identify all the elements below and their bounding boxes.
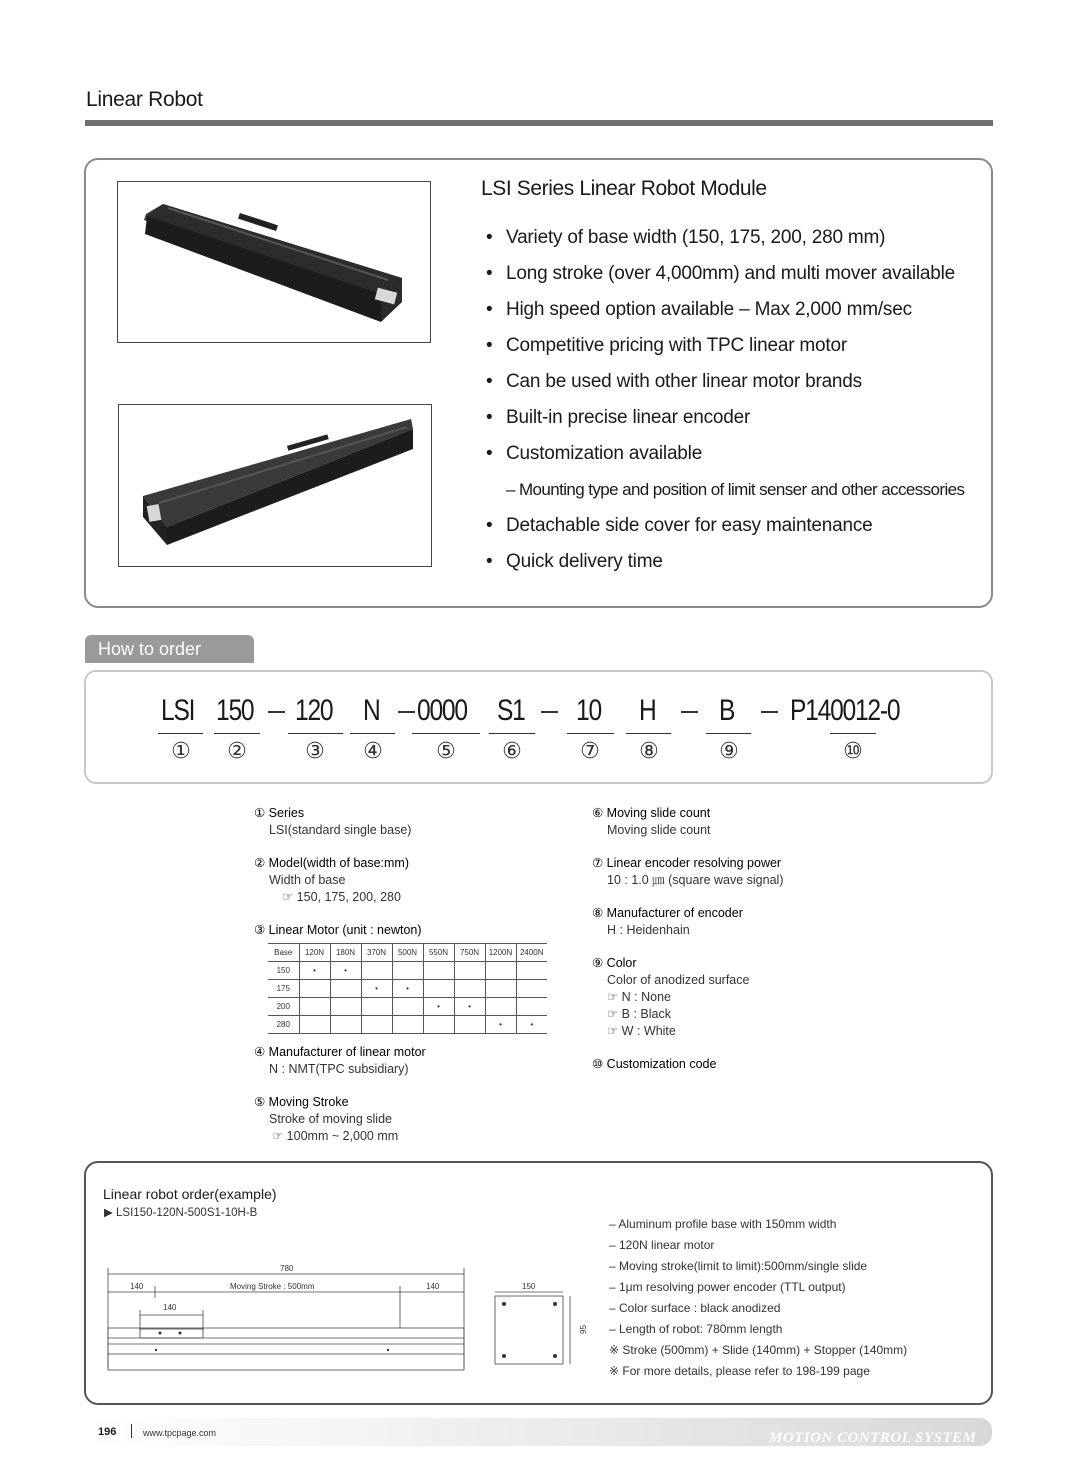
code-segment-series: LSI xyxy=(161,694,195,727)
code-segment-slide-count: S1 xyxy=(497,694,525,727)
code-number: ③ xyxy=(305,738,325,763)
example-note: – Length of robot: 780mm length xyxy=(609,1322,783,1336)
segment-underline xyxy=(489,733,535,734)
legend-right-column xyxy=(592,805,892,1089)
code-segment-custom: P140012-0 xyxy=(790,694,900,727)
example-note: – 120N linear motor xyxy=(609,1238,715,1252)
footer-url: www.tpcpage.com xyxy=(143,1428,217,1438)
dim-left-end: 140 xyxy=(130,1282,144,1291)
code-number: ⑥ xyxy=(502,738,522,763)
feature-item: • Customization available xyxy=(486,443,703,464)
how-to-order-tab: How to order xyxy=(85,635,254,663)
code-number: ① xyxy=(171,738,191,763)
example-note: – Color surface : black anodized xyxy=(609,1301,781,1315)
segment-underline xyxy=(412,733,480,734)
code-dash xyxy=(268,711,285,713)
legend-slide-count: ⑥ Moving slide count Moving slide count xyxy=(592,806,711,837)
example-note: – Aluminum profile base with 150mm width xyxy=(609,1217,837,1231)
page-title: Linear Robot xyxy=(86,88,203,111)
feature-item: • Built-in precise linear encoder xyxy=(486,407,751,428)
feature-list xyxy=(486,225,986,585)
legend-model: ② Model(width of base:mm) Width of base ☞ 150, 175, 200, 280 xyxy=(254,856,410,904)
footer-brand: MOTION CONTROL SYSTEM xyxy=(769,1430,977,1446)
code-number: ⑨ xyxy=(719,738,739,763)
motor-table xyxy=(268,943,547,1034)
example-note: ※ For more details, please refer to 198-199 page xyxy=(609,1364,870,1378)
feature-item: • Can be used with other linear motor brands xyxy=(486,371,862,392)
code-number: ⑩ xyxy=(843,738,863,763)
code-number: ④ xyxy=(363,738,383,763)
legend-motor: ③ Linear Motor (unit : newton) Base 120N 180N 370N 500N 550N 750N 1200N 2400N 150 • • 175 • • 200 • • 280 • • xyxy=(254,922,564,1034)
feature-item: • Detachable side cover for easy maintenance xyxy=(486,515,873,536)
footer-divider xyxy=(131,1424,132,1438)
code-dash xyxy=(541,711,558,713)
legend-color: ⑨ Color Color of anodized surface ☞ N : None ☞ B : Black ☞ W : White xyxy=(592,956,750,1038)
feature-item: • High speed option available – Max 2,000 mm/sec xyxy=(486,299,912,320)
code-segment-motor: 120 xyxy=(295,694,333,727)
legend-motor-maker: ④ Manufacturer of linear motor N : NMT(TPC subsidiary) xyxy=(254,1045,426,1076)
feature-item: • Quick delivery time xyxy=(486,551,663,572)
feature-sub-item: – Mounting type and position of limit senser and other accessories xyxy=(506,480,965,499)
code-number: ⑧ xyxy=(639,738,659,763)
segment-underline xyxy=(350,733,395,734)
code-dash xyxy=(681,711,698,713)
legend-series: ① Series LSI(standard single base) xyxy=(254,806,412,837)
table-row: 200 • • xyxy=(268,998,547,1016)
code-number: ⑤ xyxy=(436,738,456,763)
table-row: 175 • • xyxy=(268,980,547,998)
segment-underline xyxy=(830,733,876,734)
dim-width: 150 xyxy=(522,1282,536,1291)
example-note: ※ Stroke (500mm) + Slide (140mm) + Stopper (140mm) xyxy=(609,1343,908,1357)
legend-encoder-power: ⑦ Linear encoder resolving power 10 : 1.0 ㎛ (square wave signal) xyxy=(592,856,784,887)
feature-item: • Competitive pricing with TPC linear motor xyxy=(486,335,847,356)
product-photo-top xyxy=(117,181,431,343)
segment-underline xyxy=(626,733,671,734)
dim-slide: 140 xyxy=(163,1303,177,1312)
code-segment-encoder-power: 10 xyxy=(576,694,601,727)
segment-underline xyxy=(706,733,751,734)
title-rule xyxy=(85,120,993,126)
example-code: ▶ LSI150-120N-500S1-10H-B xyxy=(104,1207,258,1219)
code-dash xyxy=(398,711,415,713)
segment-underline xyxy=(214,733,260,734)
code-segment-color: B xyxy=(719,694,735,727)
dim-right-end: 140 xyxy=(426,1282,440,1291)
example-notes xyxy=(609,1214,907,1382)
legend-stroke: ⑤ Moving Stroke Stroke of moving slide ☞ 100mm ~ 2,000 mm xyxy=(254,1095,399,1143)
segment-underline xyxy=(567,733,614,734)
segment-underline xyxy=(288,733,343,734)
product-title: LSI Series Linear Robot Module xyxy=(481,177,767,200)
example-title: Linear robot order(example) xyxy=(103,1186,277,1202)
feature-item: • Variety of base width (150, 175, 200, 280 mm) xyxy=(486,227,886,248)
code-number: ⑦ xyxy=(580,738,600,763)
page-number: 196 xyxy=(98,1426,117,1438)
feature-item: • Long stroke (over 4,000mm) and multi mover available xyxy=(486,263,955,284)
code-segment-stroke: 0000 xyxy=(417,694,467,727)
code-dash xyxy=(761,711,778,713)
table-header-row: Base 120N 180N 370N 500N 550N 750N 1200N 2400N xyxy=(268,944,547,962)
table-row: 150 • • xyxy=(268,962,547,980)
legend-left-column xyxy=(254,805,564,1161)
legend-encoder-maker: ⑧ Manufacturer of encoder H : Heidenhain xyxy=(592,906,743,937)
code-segment-encoder-maker: H xyxy=(639,694,656,727)
dim-total: 780 xyxy=(280,1264,294,1273)
dimension-drawing xyxy=(100,1258,588,1388)
code-segment-motor-maker: N xyxy=(363,694,380,727)
example-note: – 1μm resolving power encoder (TTL output) xyxy=(609,1280,846,1294)
segment-underline xyxy=(158,733,203,734)
legend-custom: ⑩ Customization code xyxy=(592,1057,717,1071)
code-segment-model: 150 xyxy=(216,694,254,727)
example-note: – Moving stroke(limit to limit):500mm/single slide xyxy=(609,1259,868,1273)
dim-stroke: Moving Stroke : 500mm xyxy=(230,1282,315,1291)
product-photo-bottom xyxy=(118,404,432,567)
dim-height: 95 xyxy=(579,1325,588,1334)
code-number: ② xyxy=(227,738,247,763)
table-row: 280 • • xyxy=(268,1016,547,1034)
